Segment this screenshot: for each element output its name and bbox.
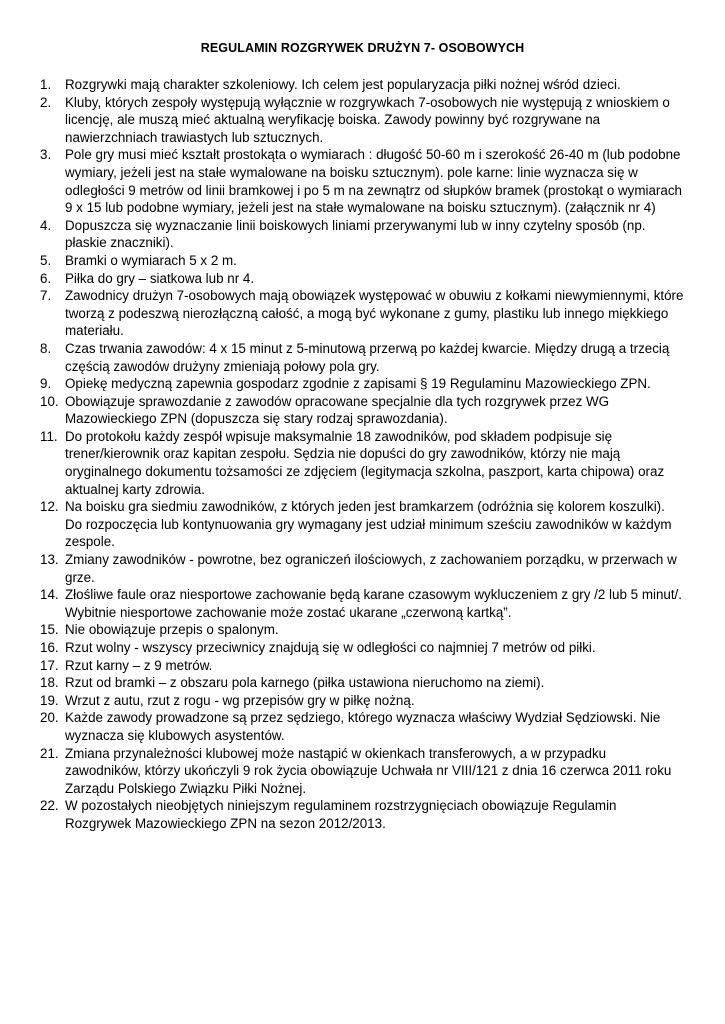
page-title: REGULAMIN ROZGRYWEK DRUŻYN 7- OSOBOWYCH — [200, 41, 525, 55]
list-item — [0, 674, 725, 692]
list-item-number: 5. — [40, 252, 52, 268]
list-item — [0, 270, 725, 288]
list-item-text: Pole gry musi mieć kształt prostokąta o wymiarach : długość 50-60 m i szerokość 26-40 m (lub podobne wymiary, jeżeli jest na stałe wymalowane na boisku sztucznym). pole karne: linie wyznacza się w odległości 9 metrów od linii bramkowej i po 5 m na zewnątrz od słupków bramek (prostokąt o wymiarach 9 x 15 lub podobne wymiary, jeżeli jest na stałe wymalowane na boisku sztucznym). (załącznik nr 4) — [65, 147, 682, 216]
list-item-number: 14. — [40, 587, 59, 603]
list-item — [0, 340, 725, 375]
list-item-text: Wrzut z autu, rzut z rogu - wg przepisów gry w piłkę nożną. — [65, 692, 415, 708]
list-item-number: 6. — [40, 270, 52, 286]
list-item-text: W pozostałych nieobjętych niniejszym regulaminem rozstrzygnięciach obowiązuje Regulamin Rozgrywek Mazowieckiego ZPN na sezon 2012/2013. — [65, 798, 617, 831]
list-item — [0, 146, 725, 216]
list-item-text: Bramki o wymiarach 5 x 2 m. — [65, 252, 237, 268]
list-item-text: Nie obowiązuje przepis o spalonym. — [65, 622, 279, 638]
list-item-number: 10. — [40, 393, 59, 409]
list-item-text: Zawodnicy drużyn 7-osobowych mają obowiązek występować w obuwiu z kołkami niewymiennymi, które tworzą z podeszwą nierozłączną całość, a mogą być wykonane z gumy, plastiku lub innego miękkiego materiału. — [65, 288, 684, 339]
list-item — [0, 498, 725, 551]
list-item — [0, 375, 725, 393]
list-item-text: Złośliwe faule oraz niesportowe zachowanie będą karane czasowym wykluczeniem z gry /2 lub 5 minut/. Wybitnie niesportowe zachowanie może zostać ukarane „czerwoną kartką”. — [65, 587, 683, 620]
list-item-text: Na boisku gra siedmiu zawodników, z których jeden jest bramkarzem (odróżnia się kolorem koszulki). Do rozpoczęcia lub kontynuowania gry wymagany jest udział minimum sześciu zawodników w każdym zespole. — [65, 499, 672, 550]
list-item-number: 13. — [40, 552, 59, 568]
list-item-number: 22. — [40, 798, 59, 814]
list-item — [0, 393, 725, 428]
list-item — [0, 252, 725, 270]
list-item-number: 16. — [40, 640, 59, 655]
list-item — [0, 76, 725, 94]
list-item — [0, 217, 725, 252]
list-item-text: Każde zawody prowadzone są przez sędziego, którego wyznacza właściwy Wydział Sędziowski. Nie wyznacza się klubowych asystentów. — [65, 710, 661, 743]
list-item-text: Rzut karny – z 9 metrów. — [65, 657, 213, 673]
list-item-number: 8. — [40, 340, 52, 356]
list-item-number: 9. — [40, 376, 52, 392]
list-item-text: Rzut wolny - wszyscy przeciwnicy znajdują się w odległości co najmniej 7 metrów od piłki. — [65, 640, 596, 655]
list-item-number: 17. — [40, 657, 59, 673]
list-item-number: 12. — [40, 499, 59, 515]
rules-list — [0, 76, 725, 833]
list-item-text: Do protokołu każdy zespół wpisuje maksymalnie 18 zawodników, pod składem podpisuje się trener/kierownik oraz kapitan zespołu. Sędzia nie dopuści do gry zawodników, którzy nie mają oryginalnego dokumentu tożsamości ze zdjęciem (legitymacja szkolna, paszport, karta chipowa) oraz aktualnej karty zdrowia. — [65, 428, 665, 497]
list-item-text: Obowiązuje sprawozdanie z zawodów opracowane specjalnie dla tych rozgrywek przez WG Mazowieckiego ZPN (dopuszcza się stary rodzaj sprawozdania). — [65, 393, 610, 427]
list-item-text: Rozgrywki mają charakter szkoleniowy. Ich celem jest popularyzacja piłki nożnej wśród dzieci. — [65, 77, 621, 92]
list-item — [0, 551, 725, 586]
list-item-number: 15. — [40, 622, 59, 638]
list-item — [0, 428, 725, 498]
list-item-number: 2. — [40, 94, 52, 110]
list-item-number: 19. — [40, 692, 59, 708]
list-item-text: Zmiany zawodników - powrotne, bez ograniczeń ilościowych, z zachowaniem porządku, w przerwach w grze. — [65, 552, 677, 585]
list-item-text: Rzut od bramki – z obszaru pola karnego (piłka ustawiona nieruchomo na ziemi). — [65, 675, 545, 691]
list-item — [0, 657, 725, 675]
list-item-number: 1. — [40, 77, 52, 92]
list-item — [0, 639, 725, 657]
list-item-number: 3. — [40, 147, 52, 163]
list-item — [0, 692, 725, 710]
list-item-text: Dopuszcza się wyznaczanie linii boiskowych liniami przerywanymi lub w inny czytelny sposób (np. płaskie znaczniki). — [65, 217, 646, 251]
list-item-text: Czas trwania zawodów: 4 x 15 minut z 5-minutową przerwą po każdej kwarcie. Między drugą a trzecią częścią zawodów drużyny zmieniają połowy pola gry. — [65, 340, 670, 374]
list-item-number: 11. — [40, 428, 58, 444]
list-item-number: 4. — [40, 217, 52, 233]
list-item-number: 18. — [40, 675, 59, 691]
list-item-number: 7. — [40, 288, 52, 304]
list-item — [0, 797, 725, 832]
list-item — [0, 621, 725, 639]
list-item-text: Opiekę medyczną zapewnia gospodarz zgodnie z zapisami § 19 Regulaminu Mazowieckiego ZPN. — [65, 376, 651, 392]
list-item — [0, 709, 725, 744]
list-item-number: 20. — [40, 710, 59, 726]
list-item-text: Piłka do gry – siatkowa lub nr 4. — [65, 270, 255, 286]
list-item-text: Zmiana przynależności klubowej może nastąpić w okienkach transferowych, a w przypadku zawodników, którzy ukończyli 9 rok życia obowiązuje Uchwała nr VIII/121 z dnia 16 czerwca 2011 roku Zarządu Polskiego Związku Piłki Nożnej. — [65, 745, 672, 796]
list-item — [0, 745, 725, 798]
list-item — [0, 287, 725, 340]
list-item-text: Kluby, których zespoły występują wyłącznie w rozgrywkach 7-osobowych nie występują z wnioskiem o licencję, ale muszą mieć aktualną weryfikację boiska. Zawody powinny być rozgrywane na nawierzchniach trawiastych lub sztucznych. — [65, 94, 670, 145]
list-item-number: 21. — [40, 745, 59, 761]
list-item — [0, 586, 725, 621]
list-item — [0, 94, 725, 147]
